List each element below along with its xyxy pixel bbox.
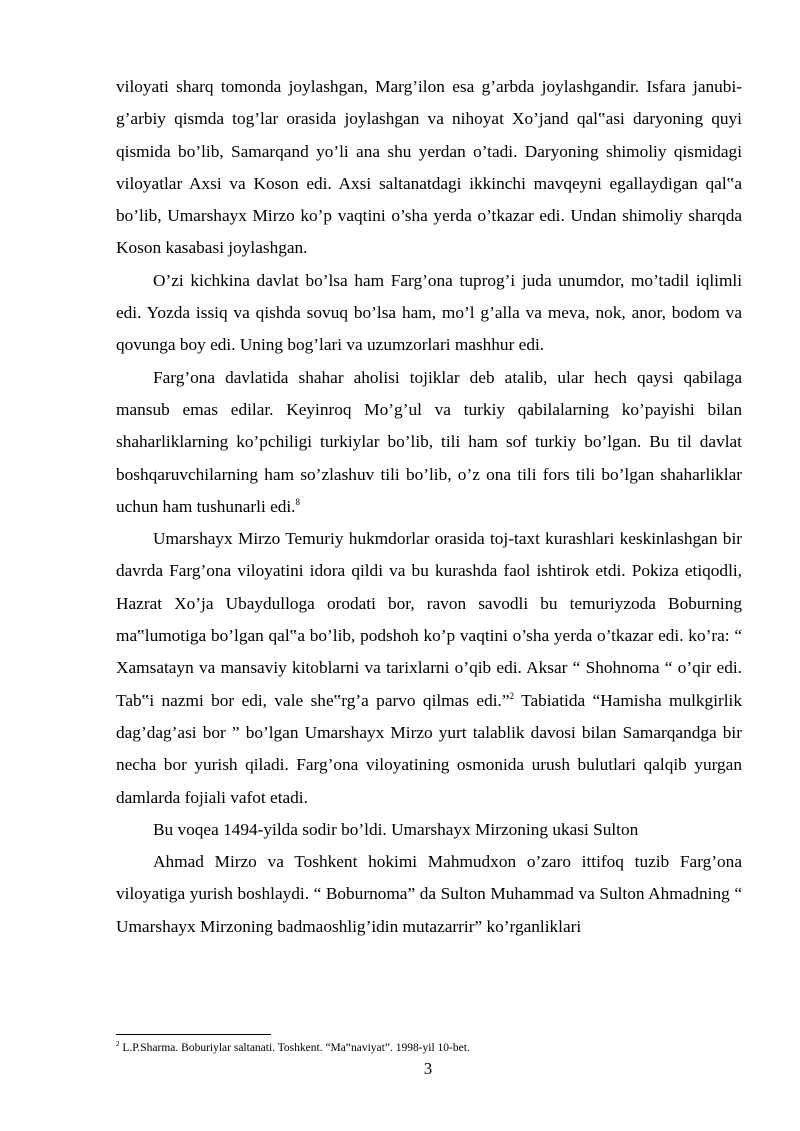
paragraph-6: Ahmad Mirzo va Toshkent hokimi Mahmudxon o’zaro ittifoq tuzib Farg’ona viloyatiga yurish boshlaydi. “ Boburnoma” da Sulton Muhammad va Sulton Ahmadning “ Umarshayx Mirzoning badmaoshlig’idin mutazarrir” ko’rganliklari xyxy=(116,852,742,936)
paragraph-3 xyxy=(116,362,742,523)
paragraph-2: O’zi kichkina davlat bo’lsa ham Farg’ona tuprog’i juda unumdor, mo’tadil iqlimli edi. Yozda issiq va qishda sovuq bo’lsa ham, mo’l g’alla va meva, nok, anor, bodom va qovunga boy edi. Uning bog’lari va uzumzorlari mashhur edi. xyxy=(116,270,742,355)
footnote-marker: 2 xyxy=(116,1040,120,1049)
paragraph-3-text: Farg’ona davlatida shahar aholisi tojiklar deb atalib, ular hech qaysi qabilaga mansub emas edilar. Keyinroq Mo’g’ul va turkiy qabilalarning ko’payishi bilan shaharliklarning ko’pchiligi turkiylar bo’lib, tili ham sof turkiy bo’lgan. Bu til davlat boshqaruvchilarning ham so’zlashuv tili bo’lib, o’z ona tili fors tili bo’lgan shaharliklar uchun ham tushunarli edi. xyxy=(116,367,742,516)
footnote-reference-2: 2 xyxy=(509,690,515,701)
footnote-reference-8: 8 xyxy=(295,497,300,508)
page-number: 3 xyxy=(423,1059,433,1078)
paragraph-5: Bu voqea 1494-yilda sodir bo’ldi. Umarshayx Mirzoning ukasi Sulton xyxy=(153,819,639,839)
footnote xyxy=(116,1041,470,1056)
footnote-text: L.P.Sharma. Boburiylar saltanati. Toshkent. “Ma‟naviyat”. 1998-yil 10-bet. xyxy=(119,1042,470,1054)
paragraph-4 xyxy=(116,523,742,814)
footnote-divider xyxy=(116,1034,271,1035)
paragraph-4-text-a: Umarshayx Mirzo Temuriy hukmdorlar orasida toj-taxt kurashlari keskinlashgan bir davrda Farg’ona viloyatini idora qildi va bu kurashda faol ishtirok etdi. Pokiza etiqodli, Hazrat Xo’ja Ubaydulloga orodati bor, ravon savodli bu temuriyzoda Boburning ma‟lumotiga bo’lgan qal‟a bo’lib, podshoh ko’p vaqtini o’sha yerda o’tkazar edi. ko’ra: “ Xamsatayn va mansaviy kitoblarni va tarixlarni o’qib edi. Aksar “ Shohnoma “ o’qir edi. Tab‟i nazmi bor edi, vale she‟rg’a parvo qilmas edi.” xyxy=(116,529,742,710)
paragraph-4-text-b: Tabiatida “Hamisha mulkgirlik dag’dag’asi bor ” bo’lgan Umarshayx Mirzo yurt talablik davosi bilan Samarqandga bir necha bor yurish qiladi. Farg’ona viloyatining osmonida urush bulutlari qalqib yurgan damlarda fojiali vafot etadi. xyxy=(116,690,742,807)
paragraph-1: viloyati sharq tomonda joylashgan, Marg’ilon esa g’arbda joylashgandir. Isfara janubi- g’arbiy qismda tog’lar orasida joylashgan va nihoyat Xo’jand qal‟asi daryoning quyi qismida bo’lib, Samarqand yo’li ana shu yerdan o’tadi. Daryoning shimoliy qismidagi viloyatlar Axsi va Koson edi. Axsi saltanatdagi ikkinchi mavqeyni egallaydigan qal‟a bo’lib, Umarshayx Mirzo ko’p vaqtini o’sha yerda o’tkazar edi. Undan shimoliy sharqda Koson kasabasi joylashgan. xyxy=(116,77,742,258)
body-text xyxy=(116,71,742,943)
